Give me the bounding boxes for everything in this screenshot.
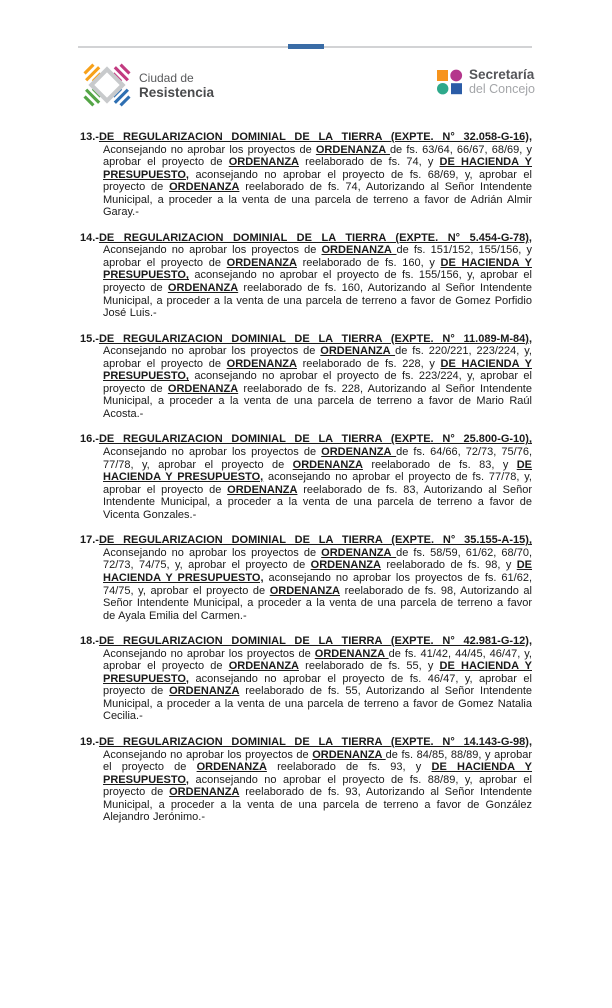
item-plain-text: Aconsejando no aprobar los proyectos de bbox=[103, 647, 315, 660]
item-emphasis-text: ORDENANZA bbox=[169, 181, 240, 194]
item-plain-text: reelaborado de fs. 160, y bbox=[296, 256, 441, 269]
item-emphasis-text: DE REGULARIZACION DOMINIAL DE LA TIERRA (EXPTE. N° 5.454-G-78), bbox=[98, 231, 532, 244]
item-emphasis-text: DE REGULARIZACION DOMINIAL DE LA TIERRA (EXPTE. N° 25.800-G-10), bbox=[98, 433, 532, 446]
item-emphasis-text: ORDENANZA bbox=[167, 382, 239, 395]
item-emphasis-text: ORDENANZA bbox=[228, 156, 299, 169]
item-emphasis-text: ORDENANZA bbox=[321, 244, 397, 257]
item-number: 17.- bbox=[80, 534, 99, 547]
resistencia-logo-text bbox=[139, 71, 214, 100]
item-plain-text: reelaborado de fs. 74, y bbox=[298, 156, 440, 169]
council-logo-line2: del Concejo bbox=[468, 82, 535, 96]
item-plain-text: reelaborado de fs. 98, y bbox=[380, 559, 517, 572]
item-emphasis-text: ORDENANZA bbox=[227, 483, 298, 496]
item-plain-text: reelaborado de fs. 93, Autorizando al Señor Intendente Municipal, a proceder a la venta de una parcela de terreno a favor de González Alejandro Jerónimo.- bbox=[103, 786, 532, 824]
item-plain-text: aconsejando no aprobar el proyecto de fs. 223/224, y, aprobar el proyecto de bbox=[103, 370, 532, 395]
item-plain-text: de fs. 58/59, 61/62, 68/70, 72/73, 74/75, y, aprobar el proyecto de bbox=[103, 546, 533, 572]
item-emphasis-text: ORDENANZA bbox=[228, 660, 299, 673]
item-emphasis-text: ORDENANZA bbox=[169, 786, 240, 799]
item-emphasis-text: DE HACIENDA Y PRESUPUESTO, bbox=[103, 256, 532, 282]
item-emphasis-text: ORDENANZA bbox=[292, 458, 363, 471]
item-plain-text: reelaborado de fs. 55, Autorizando al Señor Intendente Municipal, a proceder a la venta de una parcela de terreno a favor de Gomez Natalia Cecilia.- bbox=[103, 685, 532, 723]
item-plain-text: reelaborado de fs. 74, Autorizando al Señor Intendente Municipal, a proceder a la venta de una parcela de terreno a favor de Adrián Almir Garay.- bbox=[103, 181, 532, 219]
item-emphasis-text: ORDENANZA bbox=[320, 345, 396, 358]
item-emphasis-text: ORDENANZA bbox=[315, 143, 390, 156]
item-number: 16.- bbox=[80, 433, 99, 446]
agenda-item bbox=[80, 232, 532, 320]
city-logo-line1: Ciudad de bbox=[139, 70, 194, 85]
item-plain-text: reelaborado de fs. 55, y bbox=[298, 660, 440, 673]
concejo-shapes-icon bbox=[437, 68, 463, 96]
agenda-list bbox=[80, 131, 532, 837]
item-plain-text: reelaborado de fs. 93, y bbox=[266, 761, 432, 774]
item-plain-text: reelaborado de fs. 160, Autorizando al Señor Intendente Municipal, a proceder a la venta de una parcela de terreno a favor de Gomez Porfidio José Luis.- bbox=[103, 282, 532, 320]
item-plain-text: de fs. 84/85, 88/89, y aprobar el proyecto de bbox=[103, 748, 532, 774]
item-emphasis-text: ORDENANZA bbox=[321, 446, 397, 459]
item-text bbox=[99, 232, 532, 319]
page-header bbox=[83, 60, 535, 110]
item-emphasis-text: ORDENANZA bbox=[226, 256, 297, 269]
item-emphasis-text: DE HACIENDA Y PRESUPUESTO, bbox=[103, 156, 532, 181]
item-emphasis-text: DE HACIENDA Y PRESUPUESTO, bbox=[103, 559, 533, 584]
item-number: 14.- bbox=[80, 231, 99, 244]
item-emphasis-text: DE HACIENDA Y PRESUPUESTO, bbox=[103, 761, 533, 786]
item-emphasis-text: ORDENANZA bbox=[269, 584, 340, 597]
item-plain-text: Aconsejando no aprobar los proyectos de bbox=[103, 748, 313, 761]
item-text bbox=[99, 333, 532, 420]
item-plain-text: Aconsejando no aprobar los proyectos de bbox=[103, 244, 322, 257]
item-emphasis-text: ORDENANZA bbox=[196, 761, 267, 774]
item-text bbox=[99, 635, 532, 722]
item-emphasis-text: DE HACIENDA Y PRESUPUESTO, bbox=[103, 357, 532, 383]
item-emphasis-text: ORDENANZA bbox=[226, 357, 297, 370]
item-text bbox=[99, 534, 532, 621]
item-plain-text: Aconsejando no aprobar los proyectos de bbox=[103, 345, 321, 358]
item-text bbox=[99, 131, 532, 218]
resistencia-diamond-icon bbox=[83, 60, 131, 110]
agenda-item bbox=[80, 433, 532, 521]
item-emphasis-text: DE HACIENDA Y PRESUPUESTO, bbox=[103, 660, 532, 685]
item-emphasis-text: DE REGULARIZACION DOMINIAL DE LA TIERRA (EXPTE. N° 42.981-G-12), bbox=[98, 635, 532, 648]
item-plain-text: aconsejando no aprobar el proyecto de fs. 77/78, y, aprobar el proyecto de bbox=[103, 471, 532, 496]
item-plain-text: aconsejando no aprobar el proyecto de fs. 88/89, y, aprobar el proyecto de bbox=[103, 773, 532, 799]
item-emphasis-text: DE REGULARIZACION DOMINIAL DE LA TIERRA (EXPTE. N° 35.155-A-15), bbox=[98, 534, 532, 547]
item-plain-text: de fs. 64/66, 72/73, 75/76, 77/78, y, aprobar el proyecto de bbox=[103, 446, 533, 471]
item-plain-text: de fs. 151/152, 155/156, y aprobar el proyecto de bbox=[103, 244, 532, 269]
concejo-logo-text bbox=[469, 68, 535, 96]
item-plain-text: Aconsejando no aprobar los proyectos de bbox=[103, 446, 322, 459]
item-plain-text: Aconsejando no aprobar los proyectos de bbox=[103, 546, 322, 559]
item-emphasis-text: ORDENANZA bbox=[314, 647, 389, 660]
item-emphasis-text: DE HACIENDA Y PRESUPUESTO, bbox=[103, 458, 533, 484]
item-plain-text: aconsejando no aprobar el proyecto de fs. 155/156, y, aprobar el proyecto de bbox=[103, 269, 532, 295]
item-plain-text: de fs. 41/42, 44/45, 46/47, y, aprobar el proyecto de bbox=[103, 647, 532, 673]
item-plain-text: aconsejando no aprobar el proyecto de fs. 68/69, y, aprobar el proyecto de bbox=[103, 168, 532, 194]
item-emphasis-text: ORDENANZA bbox=[310, 559, 381, 572]
item-plain-text: reelaborado de fs. 98, Autorizando al Señor Intendente Municipal, a proceder a la venta de una parcela de terreno a favor de Ayala Emilia del Carmen.- bbox=[103, 584, 532, 622]
item-text bbox=[99, 736, 532, 823]
item-number: 13.- bbox=[80, 131, 99, 143]
header-divider-accent bbox=[288, 44, 324, 49]
city-logo-line2: Resistencia bbox=[139, 84, 215, 100]
item-plain-text: aconsejando no aprobar los proyectos de fs. 61/62, 74/75, y, aprobar el proyecto de bbox=[103, 571, 532, 597]
concejo-logo bbox=[437, 68, 535, 96]
item-emphasis-text: ORDENANZA bbox=[167, 282, 239, 295]
agenda-item bbox=[80, 534, 532, 622]
item-emphasis-text: ORDENANZA bbox=[321, 546, 397, 559]
agenda-item bbox=[80, 131, 532, 219]
item-emphasis-text: DE REGULARIZACION DOMINIAL DE LA TIERRA (EXPTE. N° 32.058-G-16), bbox=[98, 131, 532, 143]
item-number: 19.- bbox=[80, 735, 99, 748]
item-plain-text: Aconsejando no aprobar los proyectos de bbox=[103, 143, 316, 156]
item-plain-text: reelaborado de fs. 83, Autorizando al Señor Intendente Municipal, a proceder a la venta de una parcela de terreno a favor de Vicenta Gonzales.- bbox=[103, 483, 532, 521]
item-number: 18.- bbox=[80, 635, 99, 648]
item-plain-text: reelaborado de fs. 83, y bbox=[362, 458, 517, 471]
item-plain-text: de fs. 220/221, 223/224, y, aprobar el proyecto de bbox=[103, 345, 532, 370]
agenda-item bbox=[80, 736, 532, 824]
item-plain-text: aconsejando no aprobar el proyecto de fs. 46/47, y, aprobar el proyecto de bbox=[103, 672, 532, 698]
item-emphasis-text: ORDENANZA bbox=[169, 685, 240, 698]
item-plain-text: de fs. 63/64, 66/67, 68/69, y aprobar el proyecto de bbox=[103, 143, 532, 169]
item-text bbox=[99, 433, 532, 520]
item-emphasis-text: ORDENANZA bbox=[312, 748, 386, 761]
item-plain-text: reelaborado de fs. 228, Autorizando al Señor Intendente Municipal, a proceder a la venta de una parcela de terreno a favor de Mario Raúl Acosta.- bbox=[103, 382, 532, 420]
resistencia-logo bbox=[83, 60, 214, 110]
item-plain-text: reelaborado de fs. 228, y bbox=[296, 357, 441, 370]
item-number: 15.- bbox=[80, 332, 99, 345]
item-emphasis-text: DE REGULARIZACION DOMINIAL DE LA TIERRA (EXPTE. N° 14.143-G-98), bbox=[98, 735, 532, 748]
agenda-item bbox=[80, 635, 532, 723]
council-logo-line1: Secretaría bbox=[468, 67, 535, 82]
item-emphasis-text: DE REGULARIZACION DOMINIAL DE LA TIERRA (EXPTE. N° 11.089-M-84), bbox=[98, 332, 532, 345]
agenda-item bbox=[80, 333, 532, 421]
